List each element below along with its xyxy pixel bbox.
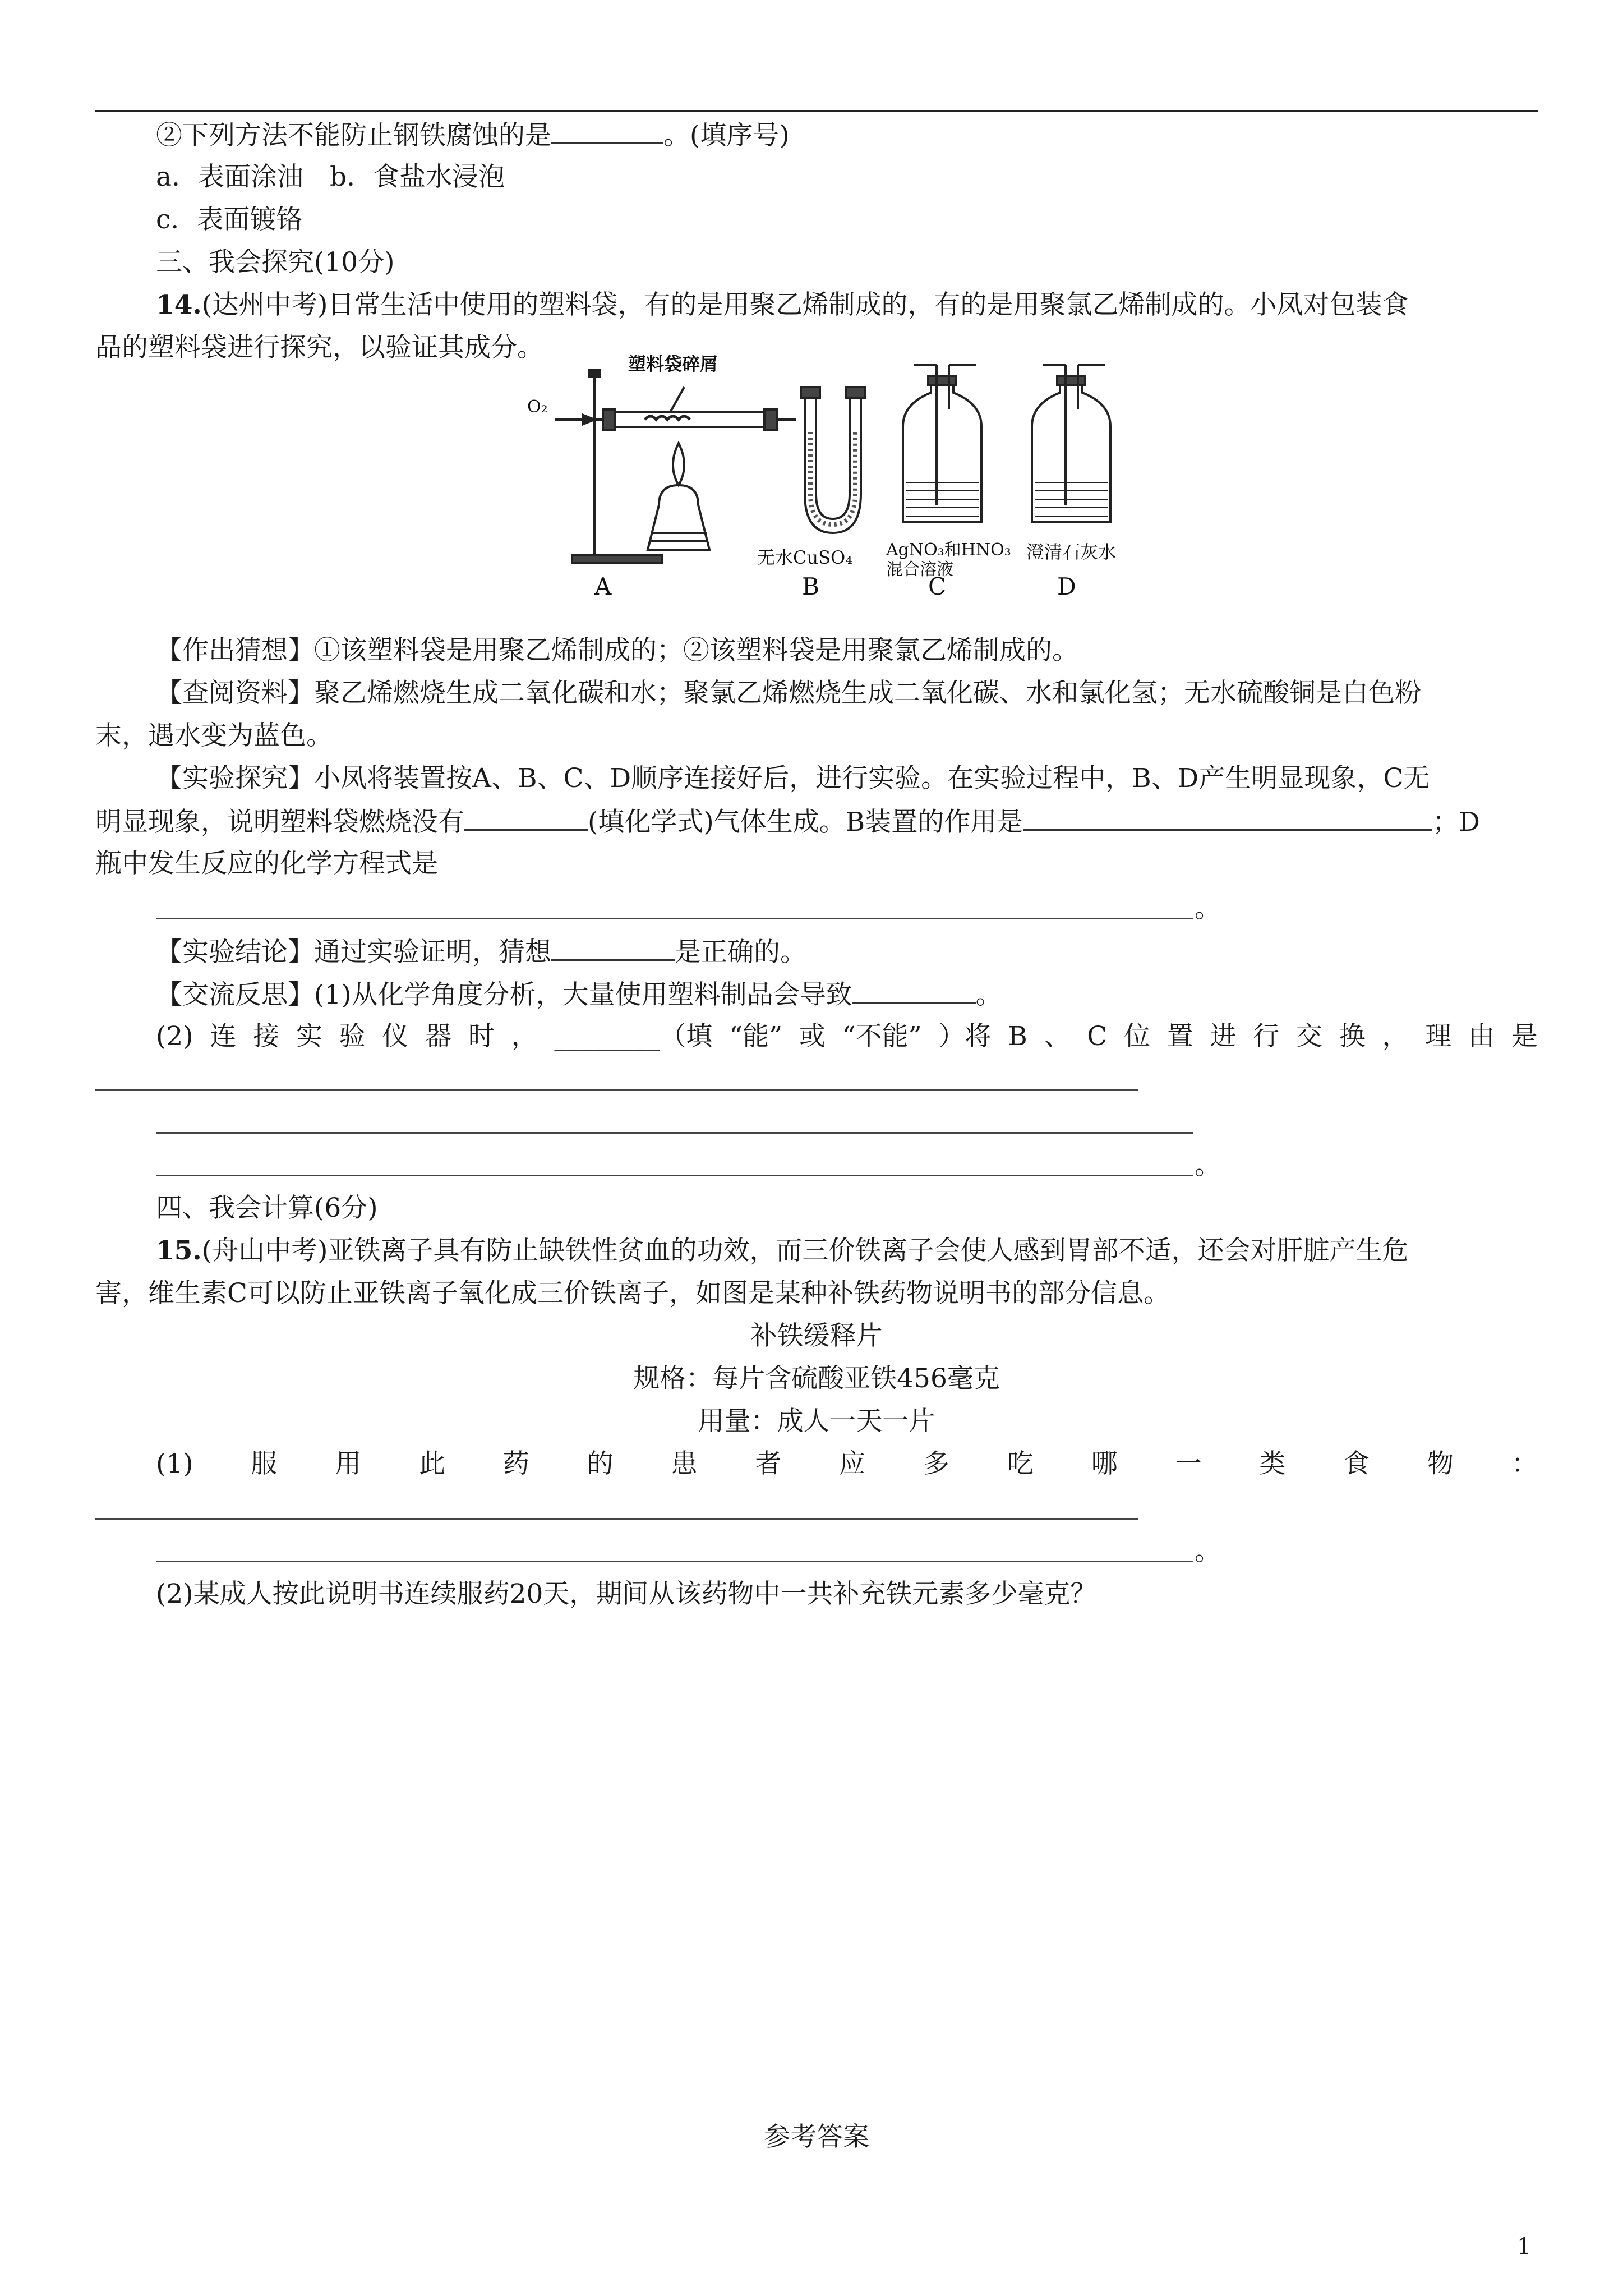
reason-answer-line-2[interactable] [156,1132,1193,1134]
food-answer-line-2[interactable] [156,1561,1193,1562]
reflect2-char: C [1087,1021,1108,1052]
equation-period: 。 [1195,893,1221,924]
alcohol-lamp [648,485,709,550]
bottle-c [903,381,981,522]
b-device-role-blank[interactable] [1023,804,1432,831]
stand-base [572,555,662,563]
q14-reflect1: 【交流反思】(1)从化学角度分析，大量使用塑料制品会导致 。 [156,977,1002,1012]
q15-q1-char: 物 [1427,1448,1454,1479]
reflect2-char: 、 [1044,1021,1071,1052]
flame [673,443,684,485]
reflect2-char: 进 [1210,1021,1237,1052]
q14-explore-line3: 瓶中发生反应的化学方程式是 [95,848,438,879]
q14-intro-line2: 品的塑料袋进行探究，以验证其成分。 [95,332,543,363]
reflect2-char: 理 [1425,1021,1452,1052]
q14-explore-line2: 明显现象，说明塑料袋燃烧没有 (填化学式)气体生成。B装置的作用是 ；D [95,804,1480,839]
reason-period: 。 [1195,1150,1221,1181]
answer-heading: 参考答案 [764,2122,869,2152]
q15-q1-char: 吃 [1007,1448,1034,1479]
reflect2-char: ________（填 [554,1021,713,1052]
reflect2-char: 或 [799,1021,826,1052]
q14-explore-line1: 【实验探究】小凤将装置按A、B、C、D顺序连接好后，进行实验。在实验过程中，B、D产生明显现象，C无 [156,763,1430,794]
header-rule [95,110,1538,112]
q15-q1-char: 应 [839,1448,866,1479]
q13-blank[interactable] [551,118,663,144]
reflect2-char: 是 [1511,1021,1538,1052]
q14-guess: 【作出猜想】①该塑料袋是用聚乙烯制成的；②该塑料袋是用聚氯乙烯制成的。 [156,635,1078,666]
letter-d: D [1057,573,1076,600]
reflect2-char: “不能” [842,1021,922,1052]
reflect2-char: “能” [729,1021,783,1052]
drug-label-dose: 用量：成人一天一片 [698,1406,935,1437]
reflect2-char: ， [1382,1021,1409,1052]
drug-label-title: 补铁缓释片 [750,1320,883,1351]
reflect1-blank[interactable] [852,977,976,1004]
q14-info-line2: 末，遇水变为蓝色。 [95,720,333,751]
reason-answer-line-3[interactable] [156,1175,1193,1176]
gas-formula-blank[interactable] [464,804,588,831]
drug-label-spec: 规格：每片含硫酸亚铁456毫克 [633,1363,1000,1394]
q15-q1-char: 的 [587,1448,614,1479]
reflect2-char: 交 [1295,1021,1322,1052]
letter-b: B [802,573,819,600]
q15-q1-char: 者 [755,1448,782,1479]
q13-option-c: c．表面镀铬 [156,204,303,235]
conclusion-blank[interactable] [551,935,675,961]
equation-answer-line[interactable] [156,918,1193,919]
q15-intro-line2: 害，维生素C可以防止亚铁离子氧化成三价铁离子，如图是某种补铁药物说明书的部分信息。 [95,1278,1170,1309]
reflect2-char: 接 [253,1021,280,1052]
food-period: 。 [1195,1536,1221,1567]
q15-q1-char: 药 [502,1448,529,1479]
q15-q1-char: 一 [1175,1448,1202,1479]
reflect2-char: 位 [1123,1021,1150,1052]
reflect2-char: 置 [1166,1021,1193,1052]
q15-q1-char: 此 [419,1448,446,1479]
d-reagent-label: 澄清石灰水 [1026,541,1117,563]
reflect2-char: 换 [1339,1021,1366,1052]
q14-info-line1: 【查阅资料】聚乙烯燃烧生成二氧化碳和水；聚氯乙烯燃烧生成二氧化碳、水和氯化氢；无水硫酸铜是白色粉 [156,678,1421,708]
c-reagent-label-2: 混合溶液 [886,560,953,579]
reflect2-char: ， [511,1021,538,1052]
section-4-heading: 四、我会计算(6分) [156,1193,378,1223]
bottle-d [1032,381,1110,522]
q15-question2: (2)某成人按此说明书连续服药20天，期间从该药物中一共补充铁元素多少毫克？ [156,1579,1097,1609]
reason-answer-line-1[interactable] [95,1089,1138,1091]
q15-q1-char: 患 [671,1448,698,1479]
q13-options-ab: a．表面涂油 b．食盐水浸泡 [156,162,505,192]
q14-intro-line1: 14.(达州中考)日常生活中使用的塑料袋，有的是用聚乙烯制成的，有的是用聚氯乙烯制成的。小凤对包装食 [156,289,1409,320]
q15-q1-char: 多 [923,1448,950,1479]
b-reagent-label: 无水CuSO₄ [757,547,853,568]
reflect2-char: 实 [296,1021,322,1052]
letter-a: A [594,573,612,600]
q15-q1-char: 用 [335,1448,362,1479]
q14-reflect2 [156,1020,1538,1053]
q15-question1 [156,1447,1538,1481]
reflect2-char: 验 [339,1021,366,1052]
q13-line1: ②下列方法不能防止钢铁腐蚀的是 。(填序号) [156,118,790,153]
reflect2-char: (2) [156,1021,193,1052]
reflect2-char: 行 [1253,1021,1280,1052]
q15-intro-line1: 15.(舟山中考)亚铁离子具有防止缺铁性贫血的功效，而三价铁离子会使人感到胃部不适，还会对肝脏产生危 [156,1235,1409,1266]
reflect2-char: 器 [425,1021,452,1052]
q15-q1-char: 类 [1259,1448,1286,1479]
o2-label: O₂ [527,397,548,417]
c-reagent-label-1: AgNO₃和HNO₃ [886,540,1011,560]
bag-scraps-label: 塑料袋碎屑 [628,353,718,375]
letter-c: C [928,573,947,600]
food-answer-line-1[interactable] [95,1518,1138,1520]
q15-q1-char: 食 [1343,1448,1370,1479]
q14-conclusion: 【实验结论】通过实验证明，猜想 是正确的。 [156,935,806,969]
q15-q1-char: ： [1511,1448,1538,1479]
section-3-heading: 三、我会探究(10分) [156,247,395,278]
reflect2-char: 由 [1468,1021,1495,1052]
apparatus-diagram [527,348,1166,600]
reflect2-char: B [1008,1021,1027,1052]
page-number: 1 [1517,2234,1532,2260]
reflect2-char: 时 [468,1021,495,1052]
q15-q1-char: 服 [251,1448,278,1479]
reflect2-char: 连 [210,1021,237,1052]
q15-q1-char: 哪 [1091,1448,1118,1479]
q15-q1-char: (1) [156,1448,193,1479]
reflect2-char: ）将 [938,1021,992,1052]
reflect2-char: 仪 [382,1021,409,1052]
plastic-scraps [645,416,690,420]
